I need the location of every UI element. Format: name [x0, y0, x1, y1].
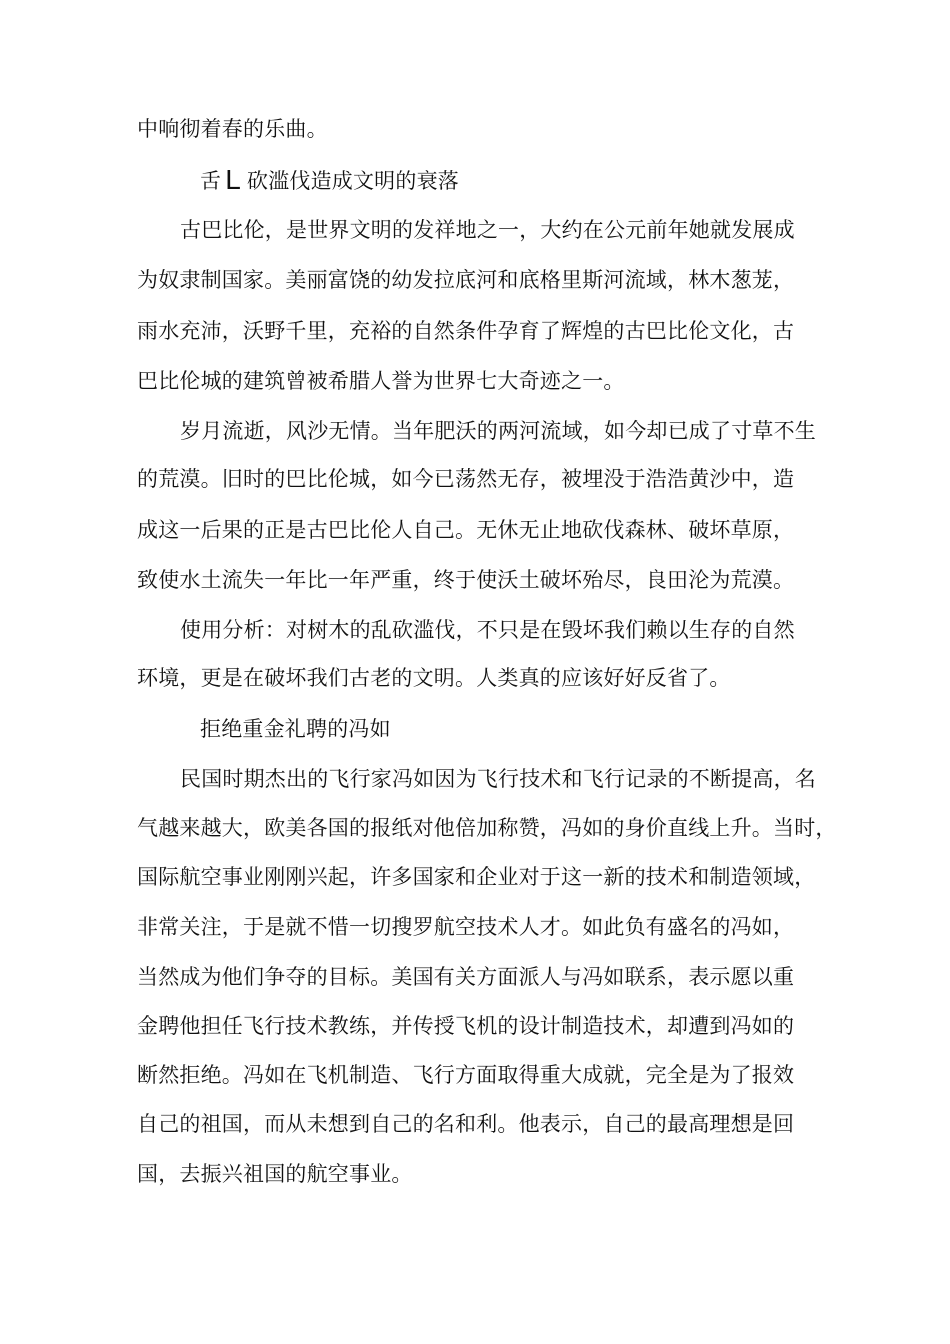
- paragraph-line: 为奴隶制国家。美丽富饶的幼发拉底河和底格里斯河流域，林木葱茏，: [137, 268, 795, 292]
- paragraph-line: 当然成为他们争夺的目标。美国有关方面派人与冯如联系，表示愿以重: [137, 965, 795, 989]
- paragraph-line: 金聘他担任飞行技术教练，并传授飞机的设计制造技术，却遭到冯如的: [137, 1014, 795, 1038]
- paragraph-line: 国际航空事业刚刚兴起，许多国家和企业对于这一新的技术和制造领域，: [137, 865, 816, 889]
- section-heading-deforestation: [200, 166, 459, 194]
- paragraph-line: 环境，更是在破坏我们古老的文明。人类真的应该好好反省了。: [137, 666, 731, 690]
- paragraph-line: 自己的祖国，而从未想到自己的名和利。他表示，自己的最高理想是回: [137, 1112, 795, 1136]
- heading-glyph: L: [225, 164, 241, 195]
- heading-rest: 砍滥伐造成文明的衰落: [246, 169, 459, 193]
- section-heading-feng-ru: 拒绝重金礼聘的冯如: [200, 717, 391, 741]
- paragraph-line: 巴比伦城的建筑曾被希腊人誉为世界七大奇迹之一。: [137, 369, 625, 393]
- paragraph-line: 民国时期杰出的飞行家冯如因为飞行技术和飞行记录的不断提高，名: [180, 767, 816, 791]
- paragraph-line: 古巴比伦，是世界文明的发祥地之一，大约在公元前年她就发展成: [180, 218, 795, 242]
- continuation-line-1: 中响彻着春的乐曲。: [137, 117, 328, 141]
- paragraph-line: 非常关注，于是就不惜一切搜罗航空技术人才。如此负有盛名的冯如，: [137, 915, 795, 939]
- paragraph-line: 致使水土流失一年比一年严重，终于使沃土破坏殆尽，良田沦为荒漠。: [137, 568, 795, 592]
- heading-prefix: 舌: [200, 169, 222, 193]
- paragraph-line: 成这一后果的正是古巴比伦人自己。无休无止地砍伐森林、破坏草原，: [137, 518, 795, 542]
- paragraph-line: 断然拒绝。冯如在飞机制造、飞行方面取得重大成就，完全是为了报效: [137, 1063, 795, 1087]
- paragraph-line: 雨水充沛，沃野千里，充裕的自然条件孕育了辉煌的古巴比伦文化，古: [137, 319, 795, 343]
- paragraph-line: 国，去振兴祖国的航空事业。: [137, 1162, 413, 1186]
- paragraph-line: 的荒漠。旧时的巴比伦城，如今已荡然无存，被埋没于浩浩黄沙中，造: [137, 467, 795, 491]
- paragraph-line: 使用分析：对树木的乱砍滥伐，不只是在毁坏我们赖以生存的自然: [180, 618, 795, 642]
- paragraph-line: 岁月流逝，风沙无情。当年肥沃的两河流域，如今却已成了寸草不生: [180, 419, 816, 443]
- paragraph-line: 气越来越大，欧美各国的报纸对他倍加称赞，冯如的身价直线上升。当时，: [137, 816, 837, 840]
